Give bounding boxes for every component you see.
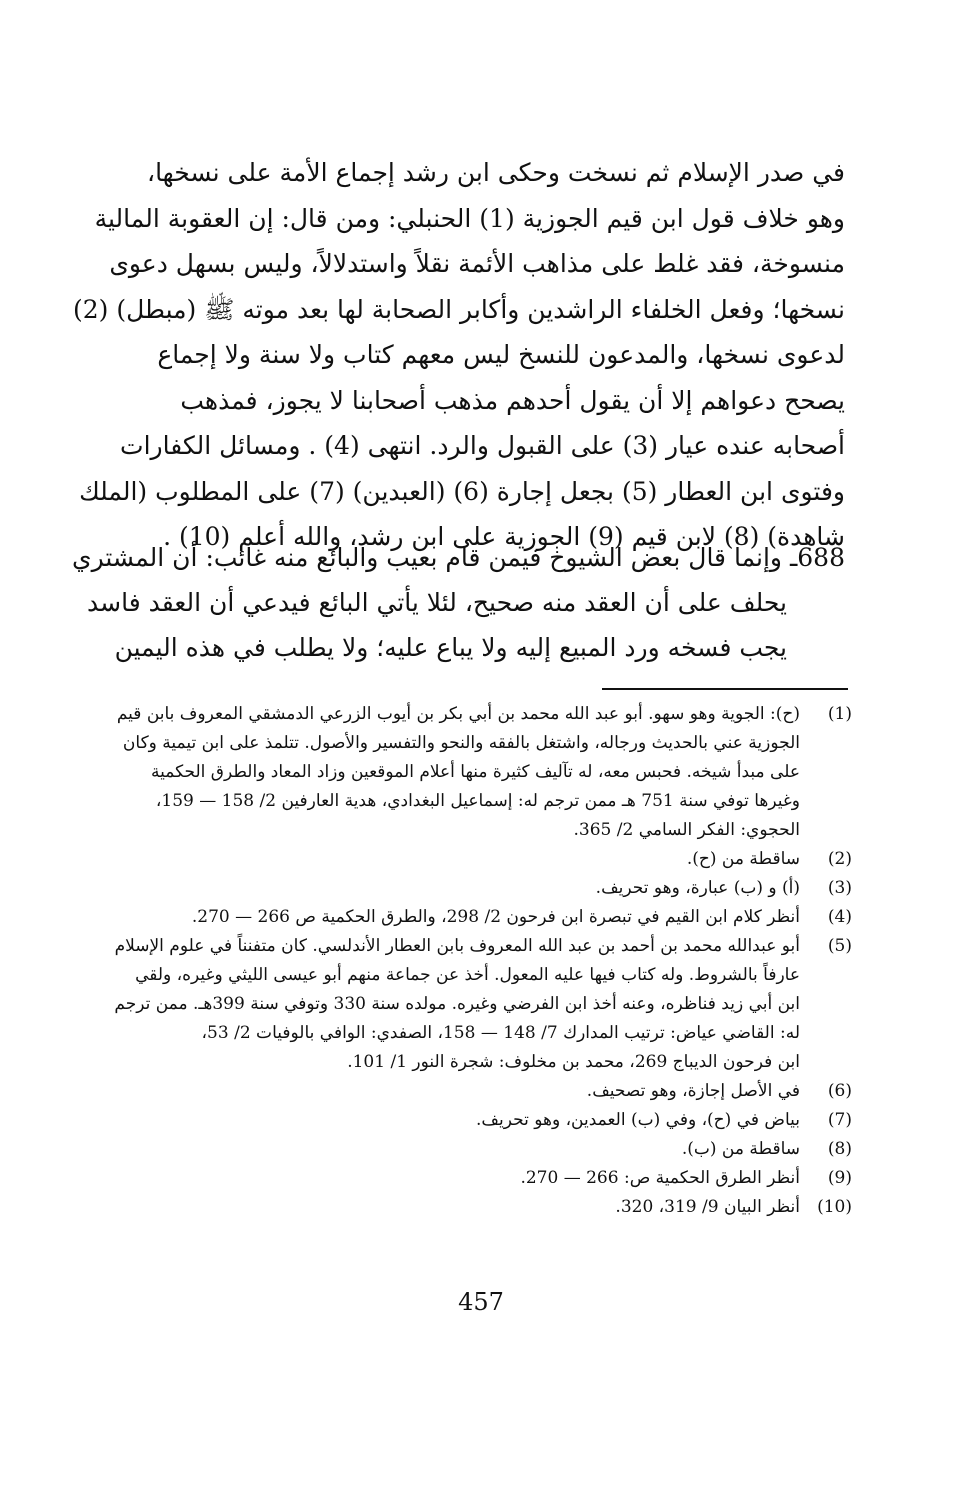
numbered-item	[72, 535, 845, 670]
page-number: 457	[458, 1288, 504, 1316]
footnote-line: الجوزية عني بالحديث ورجاله، واشتغل بالفقه والنحو والتفسير والأصول. تتلمذ على ابن تيمية وكان	[122, 733, 800, 753]
item-line: يجب فسخه ورد المبيع إليه ولا يباع عليه؛ ولا يطلب في هذه اليمين	[114, 633, 787, 662]
footnote-line: الحجوي: الفكر السامي 2/ 365.	[573, 820, 800, 840]
footnote-line: عارفاً بالشروط. وله كتاب فيها عليه المعول. أخذ عن جماعة منهم أبو عيسى الليثي وغيره، ولقي	[135, 965, 800, 985]
footnote-line: ابن فرحون الديباج 269، محمد بن مخلوف: شجرة النور 1/ 101.	[347, 1052, 800, 1072]
footnote-number: (5)	[827, 936, 852, 956]
footnote	[100, 903, 852, 932]
footnote-line: ابن أبي زيد فناظره، وعنه أخذ ابن الفرضي وغيره. مولده سنة 330 وتوفي سنة 399هـ. ممن ترجم	[114, 994, 800, 1014]
footnote-line: على مبدأ شيخه. فحبس معه، له تآليف كثيرة منها أعلام الموقعين وزاد المعاد والطرق الحكمية	[151, 762, 800, 782]
footnote-number: (9)	[827, 1168, 852, 1188]
footnote-line: أنظر الطرق الحكمية ص: 266 — 270.	[520, 1168, 800, 1188]
item-line: يحلف على أن العقد منه صحيح، لئلا يأتي البائع فيدعي أن العقد فاسد	[87, 588, 787, 617]
footnote-number: (3)	[827, 878, 852, 898]
footnote-line: وغيرها توفي سنة 751 هـ ممن ترجم له: إسماعيل البغدادي، هدية العارفين 2/ 158 — 159،	[155, 791, 800, 811]
paragraph-line: وفتوى ابن العطار (5) بجعل إجارة (6) (العبدين) (7) على المطلوب (الملك	[79, 476, 845, 506]
paragraph-line: وهو خلاف قول ابن قيم الجوزية (1) الحنبلي: ومن قال: إن العقوبة المالية	[94, 203, 845, 233]
footnotes	[100, 700, 852, 1222]
footnote-number: (7)	[827, 1110, 852, 1130]
item-first-line	[72, 535, 845, 580]
footnote-number: (6)	[827, 1081, 852, 1101]
footnote-line: ساقطة من (ب).	[681, 1139, 800, 1159]
footnote-number: (4)	[827, 907, 852, 927]
footnote-line: (ح): الجوية وهو سهو. أبو عبد الله محمد بن أبي بكر بن أيوب الزرعي الدمشقي المعروف بابن قيم	[116, 704, 800, 724]
footnote-line: ساقطة من (ح).	[686, 849, 800, 869]
item-line: ـ وإنما قال بعض الشيوخ فيمن قام بعيب والبائع منه غائب: أن المشتري	[72, 543, 798, 572]
footnote	[100, 1164, 852, 1193]
footnote-number: (10)	[817, 1197, 852, 1217]
paragraph-line: لدعوى نسخها، والمدعون للنسخ ليس معهم كتاب ولا سنة ولا إجماع	[157, 340, 845, 369]
footnote-number: (8)	[827, 1139, 852, 1159]
footnote-number: (1)	[827, 704, 852, 724]
footnote-line: أنظر كلام ابن القيم في تبصرة ابن فرحون 2/ 298، والطرق الحكمية ص 266 — 270.	[191, 907, 800, 927]
main-paragraph	[73, 150, 845, 560]
paragraph-line: نسخها؛ وفعل الخلفاء الراشدين وأكابر الصحابة لها بعد موته ﷺ (مبطل) (2)	[73, 294, 845, 324]
footnote	[100, 700, 852, 845]
footnote-separator	[602, 688, 848, 690]
paragraph-line: يصحح دعواهم إلا أن يقول أحدهم مذهب أصحابنا لا يجوز، فمذهب	[180, 385, 845, 415]
footnote	[100, 1193, 852, 1222]
footnote	[100, 1077, 852, 1106]
footnote-line: (أ) و (ب) عبارة، وهو تحريف.	[595, 878, 800, 898]
footnote	[100, 874, 852, 903]
footnote-line: في الأصل إجازة، وهو تصحيف.	[586, 1081, 800, 1101]
footnote	[100, 845, 852, 874]
paragraph-line: أصحابه عنده عيار (3) على القبول والرد. انتهى (4) . ومسائل الكفارات	[120, 431, 845, 460]
paragraph-line: منسوخة، فقد غلط على مذاهب الأئمة نقلاً واستدلالاً، وليس بسهل دعوى	[109, 249, 845, 278]
footnote-line: أنظر البيان 9/ 319، 320.	[615, 1197, 800, 1217]
footnote	[100, 1106, 852, 1135]
footnote-line: بياض في (ح)، وفي (ب) العمدين، وهو تحريف.	[475, 1110, 800, 1130]
footnote	[100, 1135, 852, 1164]
footnote-line: أبو عبدالله محمد بن أحمد بن عبد الله المعروف بابن العطار الأندلسي. كان متفنناً في علوم الإسلام	[114, 936, 800, 956]
footnote-line: له: القاضي عياض: ترتيب المدارك 7/ 148 — 158، الصفدي: الوافي بالوفيات 2/ 53،	[201, 1023, 800, 1043]
footnote	[100, 932, 852, 1077]
item-number: 688	[797, 543, 845, 572]
paragraph-line: شاهدة) (8) لابن قيم (9) الجوزية على ابن رشد، والله أعلم (10) .	[163, 522, 845, 551]
paragraph-line: في صدر الإسلام ثم نسخت وحكى ابن رشد إجماع الأمة على نسخها،	[147, 158, 845, 187]
footnote-number: (2)	[827, 849, 852, 869]
